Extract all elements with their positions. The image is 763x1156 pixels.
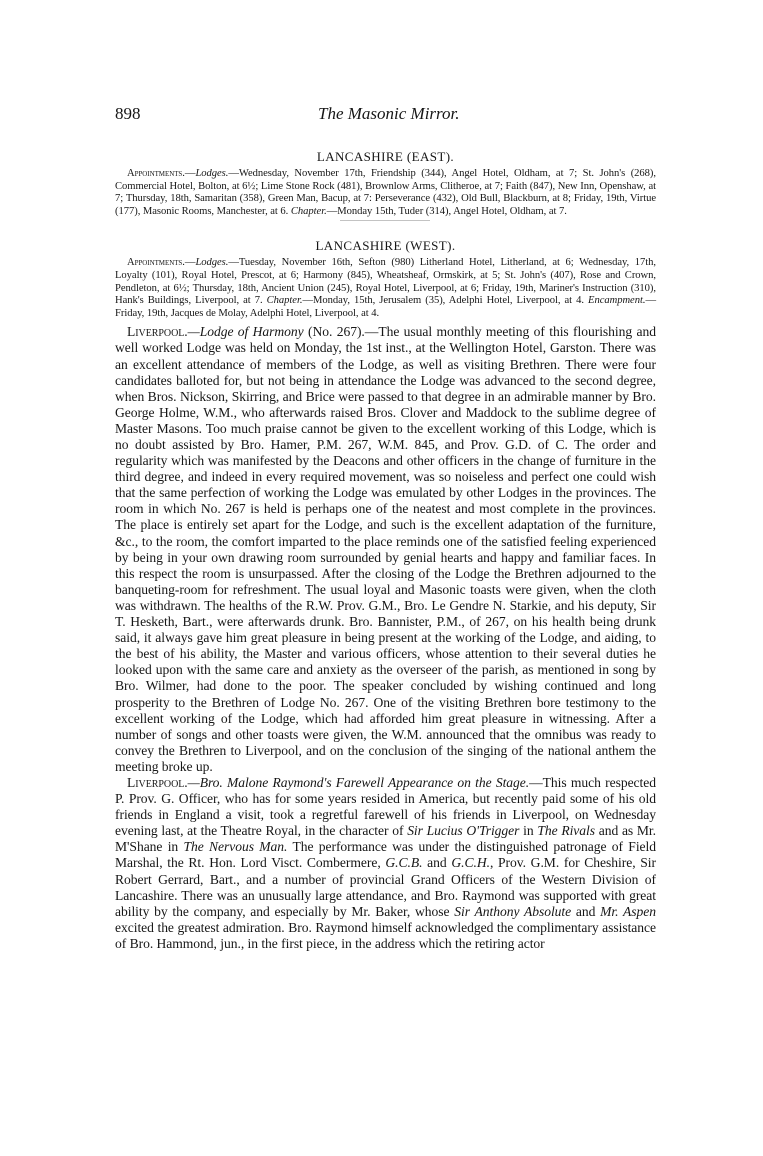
dash: — [184,168,196,179]
role-mr-aspen: Mr. Aspen [600,903,656,919]
appointments-east [115,168,656,218]
article-place: Liverpool. [127,324,188,340]
article-body: (No. 267).—The usual monthly meeting of this flourishing and well worked Lodge was held on Monday, the 1st inst., at the Wellington Hotel, Garston. There was an excellent attendance of members of the Lodge, as well as visiting Brethren. There were four candidates balloted for, but not being in attendance the Lodge was advanced to the second degree, when Bros. Nickson, Skirring, and Brice were passed to that degree in an admirable manner by Bro. George Holme, W.M., who afterwards raised Bros. Clover and Maddock to the sublime degree of Master Masons. Too much praise cannot be given to the excellent working of this Lodge, which is no doubt assisted by Bro. Hamer, P.M. 267, W.M. 845, and Prov. G.D. of C. The order and regularity which was manifested by the Deacons and other officers in the change of furniture in the third degree, and indeed in every required movement, was so noiseless and perfect one could wish that the same perfection of working the Lodge was emulated by other Lodges in the provinces. The room in which No. 267 is held is perhaps one of the neatest and most complete in the provinces. The place is entirely set apart for the Lodge, and such is the excellent adaptation of the furniture, &c., to the room, the comfort imparted to the place reminds one of the satisfied feeling experienced by being in your own drawing room surrounded by genial hearts and happy and familiar faces. In this respect the room is unsurpassed. After the closing of the Lodge the Brethren adjourned to the banqueting-room for refreshment. The usual loyal and Masonic toasts were given, when the cloth was withdrawn. The healths of the R.W. Prov. G.M., Bro. Le Gendre N. Starkie, and his deputy, Sir T. Hesketh, Bart., were afterwards drunk. Bro. Bannister, P.M., of 267, on his health being drunk said, it always gave him great pleasure in being present at the working of the Lodge, and aiding, to the best of his ability, the Master and various officers, whose attention to their several duties he looked upon with the same care and anxiety as the overseer of the parish, as mentioned in song by Bro. Wilmer, had done to the poor. The speaker concluded by wishing continued and long prosperity to the Brethren of Lodge No. 267. One of the visiting Brethren bore testimony to the excellent working of the Lodge, which had afforded him great pleasure in witnessing. After a number of songs and other toasts were given, the W.M. announced that the omnibus was ready to convey the Brethren to Liverpool, and on the conclusion of the singing of the national anthem the meeting broke up. [115,324,656,774]
article-title: —Bro. Malone Raymond's Farewell Appearance on the Stage. [187,774,530,790]
article-raymond-farewell [115,775,656,952]
article-body-d: The performance was under the distinguished patronage of Field Marshal, the Rt. Hon. Lord Visct. Combermere, [115,839,657,871]
chapter-list: —Monday, 15th, Jerusalem (35), Adelphi Hotel, Liverpool, at 4. [302,295,584,307]
article-body-h: excited the greatest admiration. Bro. Raymond himself acknowledged the complimentary assistance of Bro. Hammond, jun., in the first piece, in the address which the retiring actor [115,919,656,951]
encampment-label: Encampment. [588,295,646,307]
appointments-west [115,257,656,320]
dash: — [184,257,196,269]
role-sir-lucius: Sir Lucius O'Trigger [407,823,520,839]
running-title: The Masonic Mirror. [318,104,460,123]
lodges-list: —Wednesday, November 17th, Friendship (344), Angel Hotel, Oldham, at 7; St. John's (268), Commercial Hotel, Bolton, at 6½; Lime Stone Rock (481), Brownlow Arms, Clitheroe, at 7; Faith (847), New Inn, Openshaw, at 7; Thursday, 18th, Samaritan (358), Green Man, Bacup, at 7: Perseverance (432), Old Bull, Blackburn, at 8; Friday, 19th, Virtue (177), Masonic Rooms, Manchester, at 6. [115,168,656,217]
article-lodge-of-harmony [115,324,656,775]
encampment-list: —Friday, 19th, Jacques de Molay, Adelphi Hotel, Liverpool, at 4. [115,295,656,319]
chapter-list: —Monday 15th, Tuder (314), Angel Hotel, Oldham, at 7. [326,205,567,217]
chapter-label: Chapter. [266,295,303,307]
honour-gcb: G.C.B. [385,855,423,871]
role-sir-anthony: Sir Anthony Absolute [454,903,572,919]
article-body-c: and as Mr. M'Shane in [115,823,657,855]
appointments-label: Appointments. [127,168,185,179]
article-body-f: , Prov. G.M. for Cheshire, Sir Robert Gerrard, Bart., and a number of provincial Grand Officers of the Western Division of Lancashire. There was an unusually large attendance, and Bro. Raymond was supported with great ability by the company, and especially by Mr. Baker, whose [115,855,656,919]
section-heading-lancashire-east: LANCASHIRE (EAST). [316,149,455,164]
page [115,100,656,952]
honour-gch: G.C.H. [451,855,490,871]
appointments-label: Appointments. [127,257,185,269]
lodges-list: —Tuesday, November 16th, Sefton (980) Litherland Hotel, Litherland, at 6; Wednesday, 17th, Loyalty (101), Royal Hotel, Prescot, at 6; Harmony (845), Wheatsheaf, Ormskirk, at 5; St. John's (407), Rose and Crown, Pendleton, at 6½; Thursday, 18th, Ancient Union (245), Royal Hotel, Liverpool, at 6; Friday, 19th, Mariner's Instruction (310), Hank's Buildings, Liverpool, at 7. [115,257,656,307]
article-body-b: in [519,823,538,839]
chapter-label: Chapter. [290,205,327,217]
article-body-e: and [422,855,452,871]
page-number: 898 [115,104,141,123]
article-title: —Lodge of Harmony [187,324,304,340]
lodges-label: Lodges. [195,168,229,179]
article-body-g: and [571,903,601,919]
lodges-label: Lodges. [195,257,229,269]
play-the-rivals: The Rivals [537,823,595,839]
play-nervous-man: The Nervous Man. [183,839,288,855]
page-header [115,100,656,130]
section-heading-lancashire-west: LANCASHIRE (WEST). [315,238,456,254]
article-place: Liverpool. [127,774,188,790]
article-body-a: —This much respected P. Prov. G. Officer, who has for some years resided in America, but recently paid some of his old friends in England a visit, took a regretful farewell of his friends in Liverpool, on Wednesday evening last, at the Theatre Royal, in the character of [115,774,656,839]
section-divider [340,220,430,221]
